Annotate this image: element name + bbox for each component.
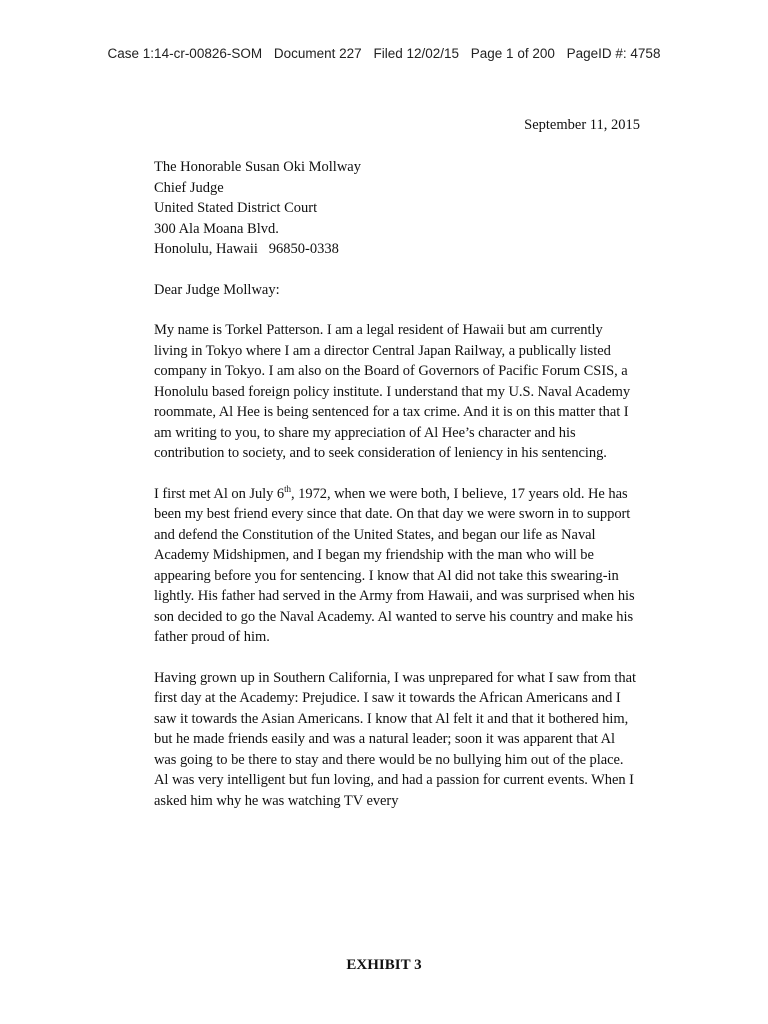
- paragraph-first-meeting: [154, 484, 638, 648]
- paragraph-first-meeting-start: I first met Al on July 6: [154, 485, 285, 502]
- recipient-name: The Honorable Susan Oki Mollway: [154, 159, 361, 175]
- recipient-city: Honolulu, Hawaii 96850-0338: [154, 241, 339, 257]
- recipient-address: [154, 157, 638, 260]
- recipient-title: Chief Judge: [154, 179, 224, 196]
- case-number: Case 1:14-cr-00826-SOM: [107, 46, 263, 61]
- paragraph-academy: Having grown up in Southern California, I was unprepared for what I saw from that first day at the Academy: Prejudice. I saw it towards the African Americans and I saw it towards the Asian Americans. I know that Al felt it and that it bothered him, but he made friends easily and was a natural leader; soon it was apparent that Al was going to be there to stay and there would be no bullying him out of the place. Al was very intelligent but fun loving, and had a passion for current events. When I asked him why he was watching TV every: [154, 669, 636, 809]
- recipient-street: 300 Ala Moana Blvd.: [154, 220, 279, 237]
- filed-date: Filed 12/02/15: [373, 46, 460, 61]
- ordinal-suffix: th: [284, 483, 292, 494]
- letter-body: [154, 157, 638, 831]
- page-id: PageID #: 4758: [566, 46, 661, 61]
- page-number: Page 1 of 200: [470, 46, 555, 61]
- letter-date: September 11, 2015: [524, 117, 640, 133]
- exhibit-label: EXHIBIT 3: [346, 957, 422, 973]
- paragraph-first-meeting-rest: , 1972, when we were both, I believe, 17 years old. He has been my best friend every since that date. On that day we were sworn in to support and defend the Constitution of the United States, and began our life as Naval Academy Midshipmen, and I began my friendship with the man who will be appearing before you for sentencing. I know that Al did not take this swearing-in lightly. His father had served in the Army from Hawaii, and was surprised when his son decided to go the Naval Academy. Al wanted to serve his country and make his father proud of him.: [154, 485, 635, 645]
- document-number: Document 227: [273, 46, 362, 61]
- paragraph-introduction: My name is Torkel Patterson. I am a legal resident of Hawaii but am currently living in Tokyo where I am a director Central Japan Railway, a publically listed company in Tokyo. I am also on the Board of Governors of Pacific Forum CSIS, a Honolulu based foreign policy institute. I understand that my U.S. Naval Academy roommate, Al Hee is being sentenced for a tax crime. And it is on this matter that I am writing to you, to share my appreciation of Al Hee’s character and his contribution to society, and to seek consideration of leniency in his sentencing.: [154, 322, 631, 461]
- case-header: [0, 46, 768, 61]
- salutation: Dear Judge Mollway:: [154, 281, 280, 298]
- recipient-court: United Stated District Court: [154, 200, 318, 216]
